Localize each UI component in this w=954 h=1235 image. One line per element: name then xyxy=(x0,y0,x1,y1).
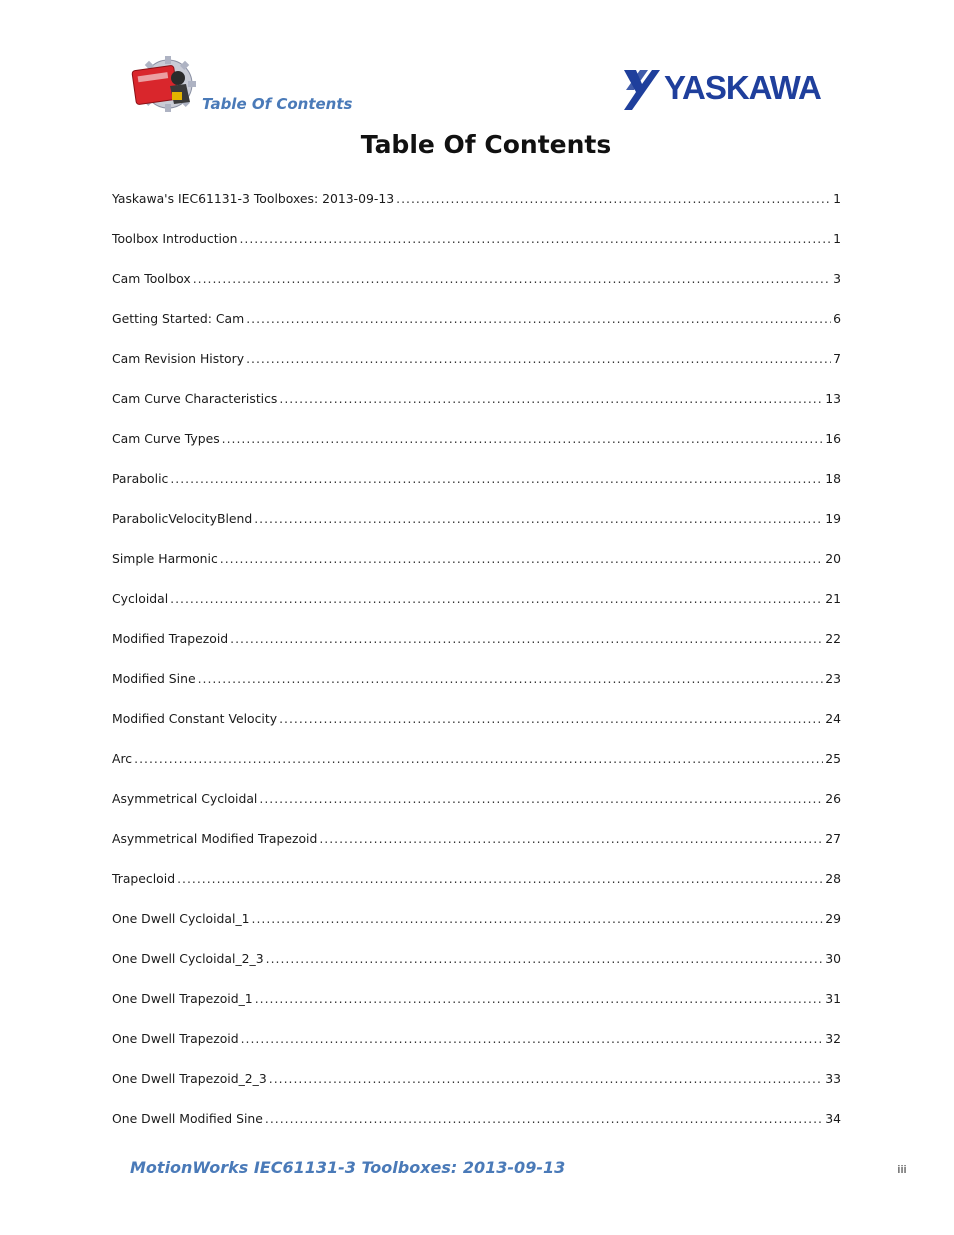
toc-entry-page[interactable]: 3 xyxy=(833,271,841,286)
toc-entry[interactable] xyxy=(112,951,841,991)
toc-entry-label[interactable]: Trapecloid xyxy=(112,871,176,886)
toc-dot-leader xyxy=(279,391,823,406)
toc-entry-page[interactable]: 24 xyxy=(825,711,841,726)
toc-dot-leader xyxy=(396,191,831,206)
toc-entry-label[interactable]: Cam Revision History xyxy=(112,351,245,366)
toc-entry[interactable] xyxy=(112,1071,841,1111)
toc-dot-leader xyxy=(170,471,823,486)
toc-entry-page[interactable]: 20 xyxy=(825,551,841,566)
toc-dot-leader xyxy=(255,991,824,1006)
toc-dot-leader xyxy=(239,231,831,246)
toc-entry-page[interactable]: 18 xyxy=(825,471,841,486)
toc-dot-leader xyxy=(220,551,823,566)
toc-entry-label[interactable]: Cam Curve Characteristics xyxy=(112,391,278,406)
toc-entry[interactable] xyxy=(112,871,841,911)
toc-dot-leader xyxy=(193,271,831,286)
toc-entry[interactable] xyxy=(112,551,841,591)
toc-entry-label[interactable]: Cam Toolbox xyxy=(112,271,191,286)
toc-entry-page[interactable]: 23 xyxy=(825,671,841,686)
yaskawa-logo-icon xyxy=(622,66,844,112)
toc-dot-leader xyxy=(170,591,823,606)
table-of-contents xyxy=(112,191,841,1151)
toc-entry-label[interactable]: One Dwell Trapezoid xyxy=(112,1031,239,1046)
toc-entry-label[interactable]: Modified Constant Velocity xyxy=(112,711,278,726)
toc-entry-page[interactable]: 27 xyxy=(825,831,841,846)
yaskawa-logo-text: YASKAWA xyxy=(664,69,821,106)
toc-entry-label[interactable]: One Dwell Trapezoid_2_3 xyxy=(112,1071,267,1086)
toc-entry-label[interactable]: One Dwell Modified Sine xyxy=(112,1111,263,1126)
toc-entry-page[interactable]: 29 xyxy=(825,911,841,926)
toc-entry[interactable] xyxy=(112,671,841,711)
toc-entry-page[interactable]: 25 xyxy=(825,751,841,766)
toc-entry[interactable] xyxy=(112,911,841,951)
toc-dot-leader xyxy=(246,351,831,366)
toc-dot-leader xyxy=(222,431,824,446)
toc-entry-label[interactable]: Yaskawa's IEC61131-3 Toolboxes: 2013-09-13 xyxy=(112,191,395,206)
toolbox-gear-logo-icon xyxy=(130,54,202,114)
toc-entry-label[interactable]: Toolbox Introduction xyxy=(112,231,238,246)
toc-dot-leader xyxy=(279,711,823,726)
toc-entry-page[interactable]: 16 xyxy=(825,431,841,446)
toc-entry[interactable] xyxy=(112,311,841,351)
footer-page-number: iii xyxy=(897,1163,907,1176)
footer-title: MotionWorks IEC61131-3 Toolboxes: 2013-09-13 xyxy=(130,1158,566,1177)
toc-dot-leader xyxy=(269,1071,823,1086)
toc-dot-leader xyxy=(252,911,824,926)
toc-dot-leader xyxy=(254,511,823,526)
toc-entry-page[interactable]: 26 xyxy=(825,791,841,806)
toc-entry-page[interactable]: 1 xyxy=(833,231,841,246)
toc-entry-label[interactable]: One Dwell Cycloidal_1 xyxy=(112,911,250,926)
toc-dot-leader xyxy=(319,831,823,846)
toc-entry-page[interactable]: 22 xyxy=(825,631,841,646)
toc-entry-label[interactable]: Cam Curve Types xyxy=(112,431,220,446)
toc-entry-page[interactable]: 21 xyxy=(825,591,841,606)
toc-entry[interactable] xyxy=(112,391,841,431)
toc-dot-leader xyxy=(241,1031,824,1046)
toc-dot-leader xyxy=(265,1111,823,1126)
header-section-title: Table Of Contents xyxy=(202,95,353,113)
page-header xyxy=(0,0,954,120)
toc-entry-page[interactable]: 34 xyxy=(825,1111,841,1126)
toc-entry[interactable] xyxy=(112,1111,841,1151)
toc-dot-leader xyxy=(246,311,831,326)
toc-entry[interactable] xyxy=(112,791,841,831)
toc-entry-label[interactable]: Modified Sine xyxy=(112,671,196,686)
toc-entry[interactable] xyxy=(112,191,841,231)
toc-entry[interactable] xyxy=(112,431,841,471)
page-title: Table Of Contents xyxy=(360,130,612,159)
toc-entry-page[interactable]: 32 xyxy=(825,1031,841,1046)
toc-entry-page[interactable]: 13 xyxy=(825,391,841,406)
toc-dot-leader xyxy=(230,631,823,646)
toc-entry-label[interactable]: Asymmetrical Modified Trapezoid xyxy=(112,831,318,846)
toc-entry-page[interactable]: 7 xyxy=(833,351,841,366)
toc-dot-leader xyxy=(259,791,823,806)
toc-entry[interactable] xyxy=(112,1031,841,1071)
toc-entry-label[interactable]: Modified Trapezoid xyxy=(112,631,229,646)
toc-entry[interactable] xyxy=(112,631,841,671)
toc-entry-page[interactable]: 19 xyxy=(825,511,841,526)
toc-entry-page[interactable]: 28 xyxy=(825,871,841,886)
toc-entry-label[interactable]: Simple Harmonic xyxy=(112,551,218,566)
toc-entry[interactable] xyxy=(112,231,841,271)
toc-entry[interactable] xyxy=(112,471,841,511)
toc-entry-label[interactable]: One Dwell Cycloidal_2_3 xyxy=(112,951,264,966)
toc-entry[interactable] xyxy=(112,991,841,1031)
toc-entry-page[interactable]: 1 xyxy=(833,191,841,206)
toc-dot-leader xyxy=(198,671,824,686)
toc-entry[interactable] xyxy=(112,831,841,871)
toc-entry[interactable] xyxy=(112,271,841,311)
toc-entry[interactable] xyxy=(112,711,841,751)
toc-dot-leader xyxy=(266,951,824,966)
toc-entry[interactable] xyxy=(112,511,841,551)
toc-entry-label[interactable]: Cycloidal xyxy=(112,591,169,606)
toc-entry[interactable] xyxy=(112,591,841,631)
toc-entry[interactable] xyxy=(112,751,841,791)
toc-entry-label[interactable]: Getting Started: Cam xyxy=(112,311,245,326)
toc-entry-label[interactable]: Asymmetrical Cycloidal xyxy=(112,791,258,806)
toc-entry-label[interactable]: Arc xyxy=(112,751,133,766)
toc-entry-page[interactable]: 33 xyxy=(825,1071,841,1086)
toc-entry-page[interactable]: 6 xyxy=(833,311,841,326)
toc-dot-leader xyxy=(134,751,823,766)
toc-entry[interactable] xyxy=(112,351,841,391)
toc-entry-label[interactable]: ParabolicVelocityBlend xyxy=(112,511,253,526)
toc-entry-label[interactable]: One Dwell Trapezoid_1 xyxy=(112,991,253,1006)
toc-entry-page[interactable]: 30 xyxy=(825,951,841,966)
toc-entry-label[interactable]: Parabolic xyxy=(112,471,169,486)
toc-entry-page[interactable]: 31 xyxy=(825,991,841,1006)
toc-dot-leader xyxy=(177,871,823,886)
